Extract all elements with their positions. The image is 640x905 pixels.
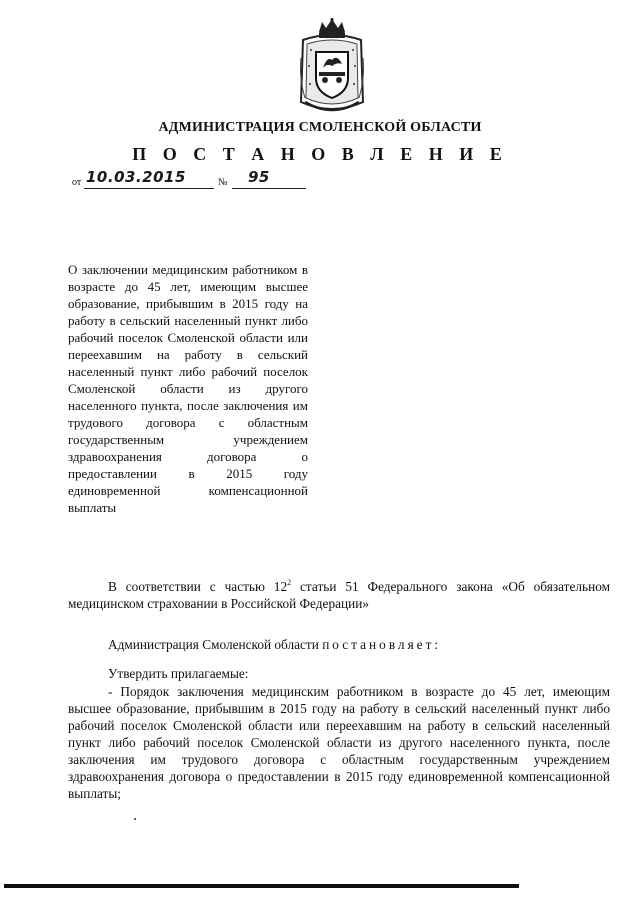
legal-basis-superscript: 2: [287, 578, 292, 587]
organization-title: АДМИНИСТРАЦИЯ СМОЛЕНСКОЙ ОБЛАСТИ: [158, 120, 482, 135]
number-label: №: [218, 177, 228, 188]
legal-basis-text-end: статьи 51 Федерального закона «Об обязательном медицинском страховании в Российской Федерации»: [68, 579, 611, 611]
speck: [134, 818, 136, 820]
resolution-paragraph: [68, 636, 610, 653]
document-type-heading: П О С Т А Н О В Л Е Н И Е: [132, 144, 508, 164]
approve-paragraph: Утвердить прилагаемые:: [108, 666, 249, 681]
coat-of-arms-icon: [297, 18, 367, 120]
legal-basis-text-start: В соответствии с частью 12: [108, 579, 288, 594]
bottom-rule: [4, 884, 519, 888]
resolution-verb: постановляет:: [322, 637, 442, 652]
number-underline: [232, 188, 306, 189]
handwritten-number: 95: [248, 168, 270, 186]
date-number-line: [72, 168, 312, 191]
handwritten-date: 10.03.2015: [86, 168, 186, 186]
list-item: - Порядок заключения медицинским работником в возрасте до 45 лет, имеющим высшее образование, прибывшим в 2015 году на работу в сельский населенный пункт либо рабочий поселок Смоленской области или переехавшим на работу в сельский населенный пункт либо рабочий поселок Смоленской области из другого населенного пункта, после заключения им трудового договора с областным государственным учреждением здравоохранения договора о предоставлении в 2015 году единовременной компенсационной выплаты;: [68, 684, 610, 801]
date-underline: [84, 188, 214, 189]
date-from-label: от: [72, 177, 82, 188]
document-subject: О заключении медицинским работником в возрасте до 45 лет, имеющим высшее образование, прибывшим в 2015 году на работу в сельский населенный пункт либо рабочий поселок Смоленской области или переехавшим на работу в сельский населенный пункт либо рабочий поселок Смоленской области из другого населенного пункта, после заключения им трудового договора с областным государственным учреждением здравоохранения договора о предоставлении в 2015 году единовременной компенсационной выплаты: [68, 262, 308, 515]
resolution-lead: Администрация Смоленской области: [108, 637, 323, 652]
legal-basis-paragraph: [68, 578, 610, 612]
